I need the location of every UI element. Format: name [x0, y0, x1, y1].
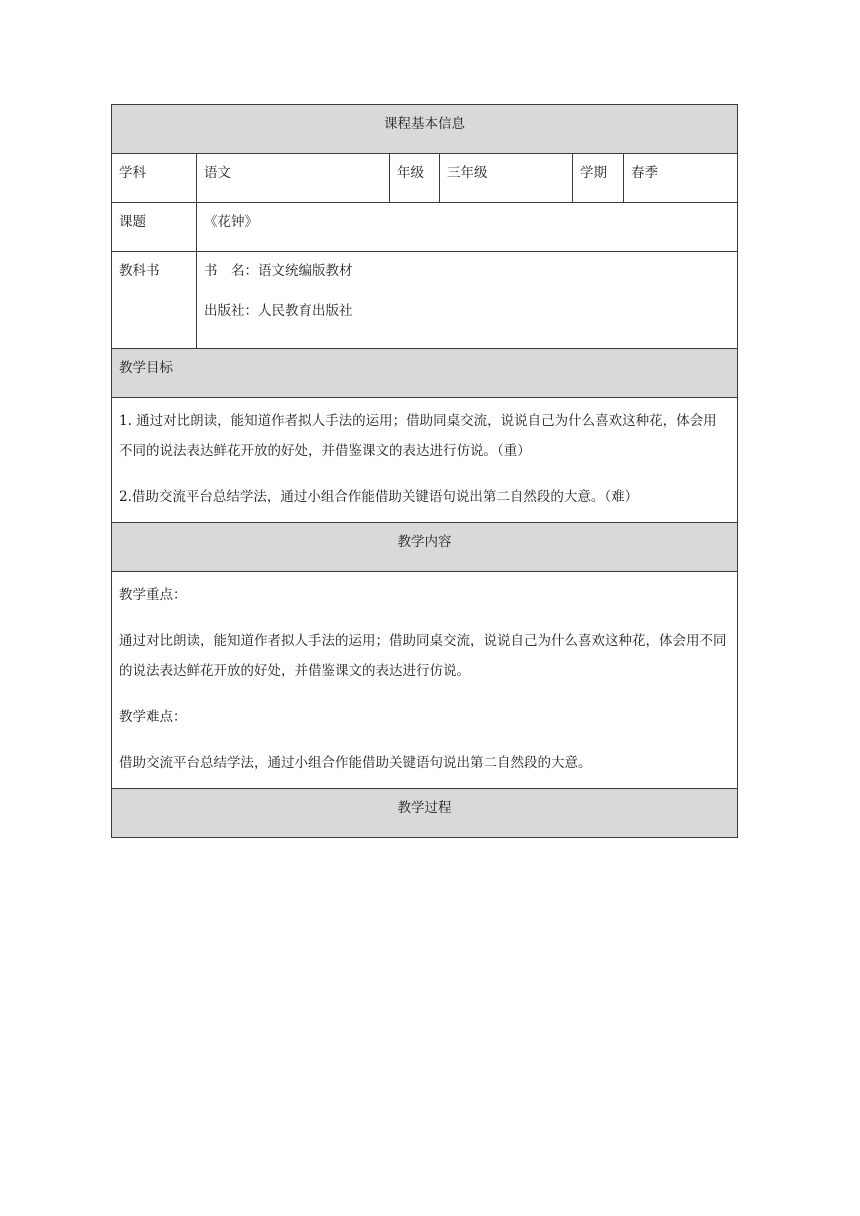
- grade-value-cell: [440, 154, 573, 203]
- content-header: 教学内容: [397, 534, 452, 550]
- topic-value: 《花钟》: [204, 214, 258, 230]
- publisher-line: 出版社：人民教育出版社: [204, 302, 353, 319]
- textbook-value-cell: [197, 252, 738, 349]
- objectives-body: [112, 398, 737, 522]
- objective-item: 1. 通过对比朗读，能知道作者拟人手法的运用；借助同桌交流，说说自己为什么喜欢这种花，体会用不同的说法表达鲜花开放的好处，并借鉴课文的表达进行仿说。（重）: [119, 413, 717, 459]
- book-name-line: 书 名：语文统编版教材: [204, 263, 353, 279]
- key-point-label: 教学重点：: [119, 587, 187, 603]
- term-value-cell: [624, 154, 738, 203]
- lesson-plan-table: [111, 104, 738, 838]
- basic-info-header-cell: [112, 105, 738, 154]
- subject-label-cell: [112, 154, 197, 203]
- objectives-header: 教学目标: [119, 360, 173, 376]
- basic-info-header: 课程基本信息: [384, 116, 465, 132]
- textbook-info: [197, 252, 737, 348]
- difficulty-text: 借助交流平台总结学法，通过小组合作能借助关键语句说出第二自然段的大意。: [119, 755, 592, 771]
- objectives-header-cell: [112, 349, 738, 398]
- topic-value-cell: [197, 203, 738, 252]
- grade-value: 三年级: [447, 165, 488, 181]
- grade-label: 年级: [397, 165, 424, 181]
- objective-item: 2.借助交流平台总结学法，通过小组合作能借助关键语句说出第二自然段的大意。（难）: [119, 489, 639, 505]
- term-label: 学期: [580, 165, 607, 181]
- content-header-cell: [112, 523, 738, 572]
- subject-label: 学科: [119, 165, 146, 181]
- objectives-body-cell: [112, 398, 738, 523]
- textbook-label-cell: [112, 252, 197, 349]
- grade-label-cell: [390, 154, 440, 203]
- topic-label-cell: [112, 203, 197, 252]
- content-body-cell: [112, 572, 738, 789]
- term-label-cell: [573, 154, 624, 203]
- subject-value-cell: [197, 154, 390, 203]
- process-header-cell: [112, 789, 738, 838]
- topic-label: 课题: [119, 214, 146, 230]
- key-point-text: 通过对比朗读，能知道作者拟人手法的运用；借助同桌交流，说说自己为什么喜欢这种花，体会用不同的说法表达鲜花开放的好处，并借鉴课文的表达进行仿说。: [119, 633, 727, 679]
- subject-value: 语文: [204, 165, 231, 181]
- term-value: 春季: [631, 165, 658, 181]
- textbook-label: 教科书: [119, 263, 160, 279]
- difficulty-label: 教学难点：: [119, 709, 187, 725]
- content-body: [112, 572, 737, 788]
- process-header: 教学过程: [397, 800, 452, 816]
